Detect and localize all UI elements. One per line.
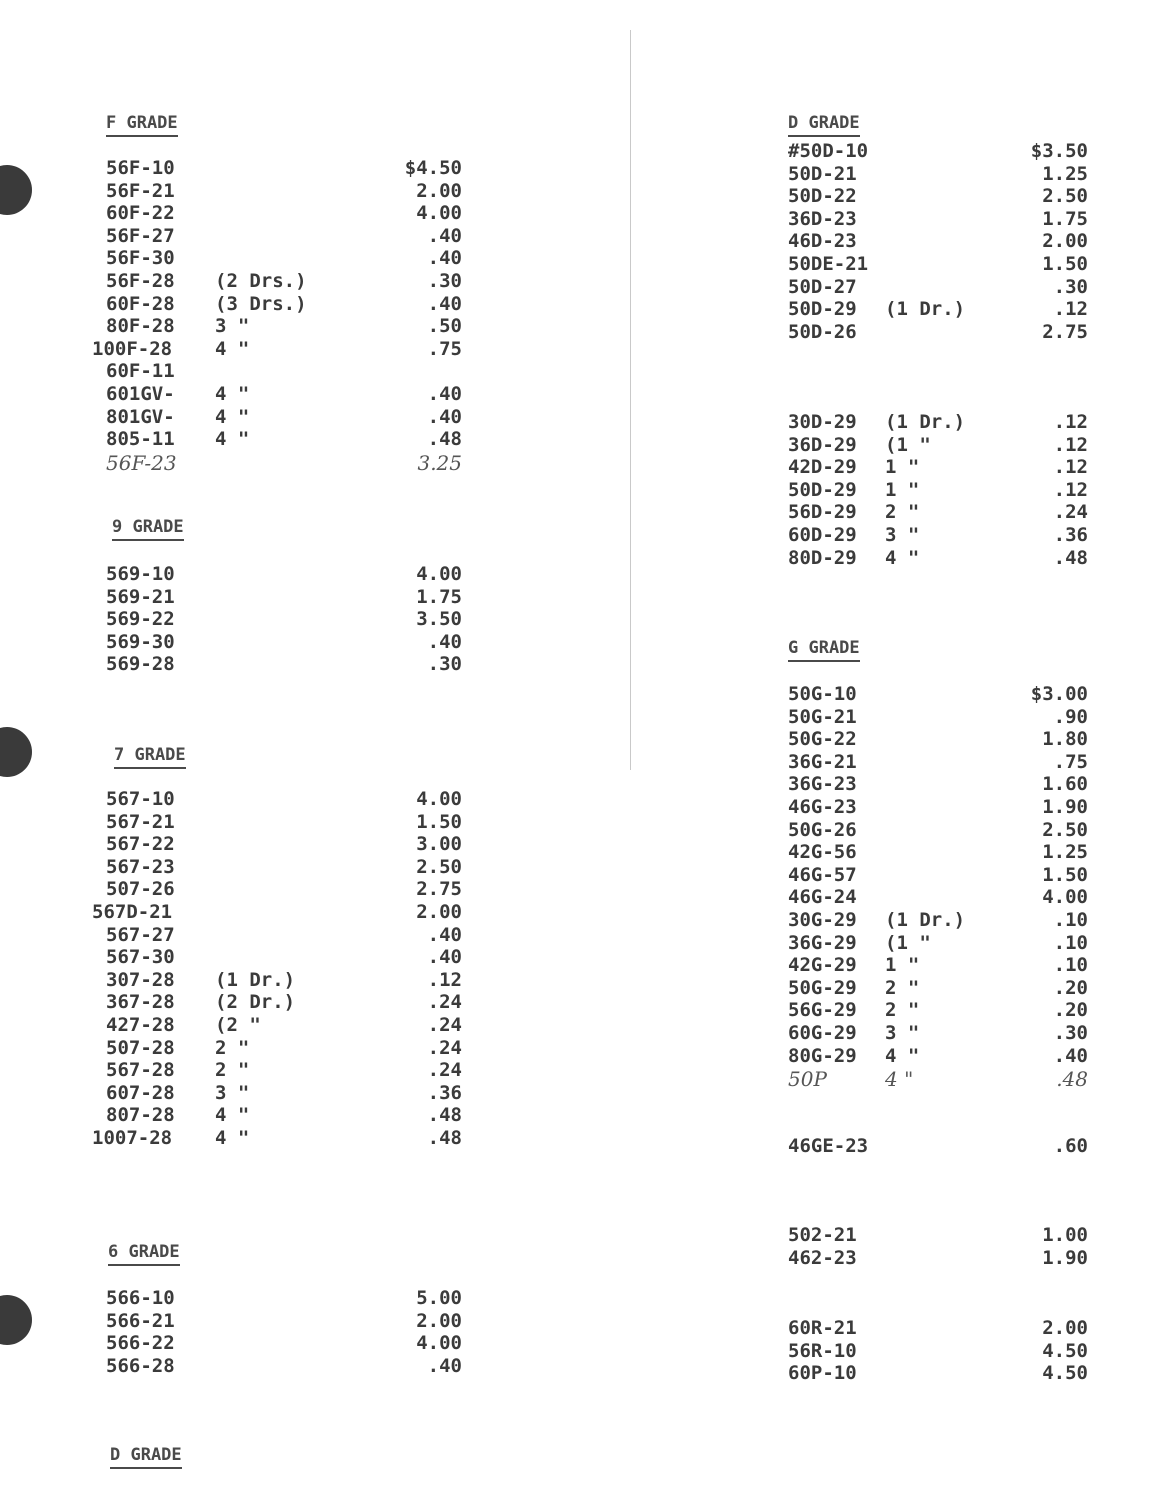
item-code: 60F-22 bbox=[106, 202, 175, 225]
item-code: 50G-26 bbox=[788, 818, 857, 841]
item-code: 507-28 bbox=[106, 1036, 175, 1059]
drawer-note: 2 " bbox=[885, 501, 920, 524]
item-price: .36 bbox=[1053, 524, 1088, 546]
drawer-note: (2 Drs.) bbox=[215, 270, 307, 292]
item-price: .48 bbox=[427, 428, 462, 451]
item-price: .12 bbox=[1053, 456, 1088, 479]
item-price: .40 bbox=[427, 946, 462, 969]
item-code: 367-28 bbox=[106, 991, 175, 1014]
item-price: 2.75 bbox=[1042, 320, 1088, 343]
drawer-note: (1 Dr.) bbox=[885, 909, 966, 931]
item-code: 50D-26 bbox=[788, 320, 857, 343]
item-code: 30G-29 bbox=[788, 909, 857, 931]
binder-hole-icon bbox=[0, 1295, 32, 1345]
binder-hole-icon bbox=[0, 165, 32, 215]
item-price: 2.00 bbox=[416, 179, 462, 202]
item-code: 427-28 bbox=[106, 1014, 175, 1036]
item-price: .48 bbox=[427, 1127, 462, 1149]
item-price: .12 bbox=[1053, 478, 1088, 501]
item-code: 80D-29 bbox=[788, 546, 857, 569]
item-price: .40 bbox=[427, 224, 462, 247]
drawer-note: (1 " bbox=[885, 433, 931, 456]
item-price: .40 bbox=[427, 405, 462, 428]
item-code: 50G-21 bbox=[788, 705, 857, 728]
item-price: .40 bbox=[427, 292, 462, 315]
item-code: 46GE-23 bbox=[788, 1135, 869, 1157]
item-code: 307-28 bbox=[106, 968, 175, 991]
grade-heading: F GRADE bbox=[106, 113, 178, 137]
item-price: $3.50 bbox=[1030, 140, 1088, 162]
drawer-note: 2 " bbox=[215, 1059, 250, 1082]
item-code: 50D-27 bbox=[788, 275, 857, 298]
item-code: 567-28 bbox=[106, 1059, 175, 1082]
item-code: 100F-28 bbox=[92, 337, 173, 360]
item-price: .30 bbox=[1053, 275, 1088, 298]
item-code: 60D-29 bbox=[788, 524, 857, 546]
item-price: 4.00 bbox=[416, 563, 462, 585]
drawer-note: 1 " bbox=[885, 954, 920, 977]
item-price: .10 bbox=[1053, 931, 1088, 954]
drawer-note: (3 Drs.) bbox=[215, 292, 307, 315]
item-price: 1.60 bbox=[1042, 773, 1088, 796]
item-code: 56F-10 bbox=[106, 157, 175, 179]
item-code: 607-28 bbox=[106, 1081, 175, 1104]
drawer-note: (1 Dr.) bbox=[885, 298, 966, 321]
item-code: 50P bbox=[788, 1067, 827, 1092]
item-price: 4.00 bbox=[416, 202, 462, 225]
item-code: 56G-29 bbox=[788, 999, 857, 1022]
item-price: 4.00 bbox=[416, 788, 462, 810]
item-price: 2.00 bbox=[1042, 1317, 1088, 1339]
item-code: 56F-27 bbox=[106, 224, 175, 247]
item-price: $3.00 bbox=[1030, 683, 1088, 705]
drawer-note: 4 " bbox=[215, 383, 250, 405]
item-code: 46D-23 bbox=[788, 230, 857, 253]
item-price: .48 bbox=[1056, 1067, 1088, 1092]
item-price: .30 bbox=[1053, 1022, 1088, 1044]
item-code: 569-10 bbox=[106, 563, 175, 585]
item-code: 50G-29 bbox=[788, 976, 857, 999]
item-price: .48 bbox=[1053, 546, 1088, 569]
item-price: 2.00 bbox=[1042, 230, 1088, 253]
grade-heading: D GRADE bbox=[788, 113, 860, 137]
grade-heading: D GRADE bbox=[110, 1445, 182, 1469]
grade-heading: 9 GRADE bbox=[112, 517, 184, 541]
drawer-note: 4 " bbox=[885, 1044, 920, 1067]
item-code: 42G-29 bbox=[788, 954, 857, 977]
item-price: 4.00 bbox=[1042, 886, 1088, 909]
item-price: .75 bbox=[1053, 750, 1088, 773]
item-code: 60R-21 bbox=[788, 1317, 857, 1339]
item-code: 566-10 bbox=[106, 1287, 175, 1309]
drawer-note: (2 " bbox=[215, 1014, 261, 1036]
drawer-note: 4 " bbox=[885, 546, 920, 569]
item-code: 36G-23 bbox=[788, 773, 857, 796]
item-price: .40 bbox=[427, 1354, 462, 1377]
item-code: 502-21 bbox=[788, 1224, 857, 1246]
drawer-note: (1 Dr.) bbox=[885, 411, 966, 433]
item-price: 1.25 bbox=[1042, 162, 1088, 185]
item-price: .75 bbox=[427, 337, 462, 360]
item-price: .24 bbox=[1053, 501, 1088, 524]
item-code: 46G-24 bbox=[788, 886, 857, 909]
item-code: 569-22 bbox=[106, 608, 175, 631]
item-code: 50D-22 bbox=[788, 185, 857, 208]
item-price: 2.00 bbox=[416, 901, 462, 923]
item-price: .40 bbox=[427, 383, 462, 405]
item-price: .90 bbox=[1053, 705, 1088, 728]
item-code: 567-10 bbox=[106, 788, 175, 810]
item-code: 42G-56 bbox=[788, 841, 857, 864]
grade-heading: 6 GRADE bbox=[108, 1242, 180, 1266]
item-code: 567-30 bbox=[106, 946, 175, 969]
item-price: 1.50 bbox=[1042, 253, 1088, 275]
drawer-note: 3 " bbox=[215, 1081, 250, 1104]
item-code: 46G-57 bbox=[788, 863, 857, 886]
item-price: .24 bbox=[427, 1036, 462, 1059]
item-code: 567D-21 bbox=[92, 901, 173, 923]
item-price: .12 bbox=[1053, 433, 1088, 456]
item-price: 1.90 bbox=[1042, 796, 1088, 818]
item-price: 1.90 bbox=[1042, 1246, 1088, 1269]
item-price: 1.50 bbox=[1042, 863, 1088, 886]
item-code: 569-30 bbox=[106, 630, 175, 653]
item-code: 569-28 bbox=[106, 653, 175, 676]
item-price: 4.50 bbox=[1042, 1362, 1088, 1385]
item-price: .40 bbox=[1053, 1044, 1088, 1067]
item-price: .12 bbox=[1053, 411, 1088, 433]
item-price: 1.75 bbox=[1042, 207, 1088, 230]
item-price: 2.00 bbox=[416, 1309, 462, 1332]
item-price: 2.50 bbox=[1042, 818, 1088, 841]
item-code: 805-11 bbox=[106, 428, 175, 451]
item-code: 566-22 bbox=[106, 1332, 175, 1355]
grade-heading: G GRADE bbox=[788, 638, 860, 662]
item-price: .30 bbox=[427, 270, 462, 292]
item-price: .20 bbox=[1053, 976, 1088, 999]
item-code: 36D-29 bbox=[788, 433, 857, 456]
item-code: 567-23 bbox=[106, 855, 175, 878]
item-price: 2.50 bbox=[1042, 185, 1088, 208]
item-code: 56F-21 bbox=[106, 179, 175, 202]
item-price: 3.00 bbox=[416, 833, 462, 856]
item-price: 2.75 bbox=[416, 878, 462, 901]
drawer-note: 1 " bbox=[885, 478, 920, 501]
item-price: .24 bbox=[427, 991, 462, 1014]
item-code: 601GV- bbox=[106, 383, 175, 405]
item-price: .60 bbox=[1053, 1135, 1088, 1157]
drawer-note: 3 " bbox=[885, 1022, 920, 1044]
item-code: 567-22 bbox=[106, 833, 175, 856]
item-price: 3.50 bbox=[416, 608, 462, 631]
item-code: 567-21 bbox=[106, 810, 175, 833]
item-code: 566-21 bbox=[106, 1309, 175, 1332]
item-code: 462-23 bbox=[788, 1246, 857, 1269]
item-code: 60F-28 bbox=[106, 292, 175, 315]
drawer-note: 4 " bbox=[215, 428, 250, 451]
item-price: 1.25 bbox=[1042, 841, 1088, 864]
item-price: 4.00 bbox=[416, 1332, 462, 1355]
item-price: .10 bbox=[1053, 909, 1088, 931]
drawer-note: 2 " bbox=[215, 1036, 250, 1059]
item-code: 80G-29 bbox=[788, 1044, 857, 1067]
drawer-note: 3 " bbox=[215, 315, 250, 338]
drawer-note: 4 " bbox=[215, 337, 250, 360]
item-code: 50D-29 bbox=[788, 298, 857, 321]
item-price: 1.50 bbox=[416, 810, 462, 833]
item-code: 30D-29 bbox=[788, 411, 857, 433]
item-code: 569-21 bbox=[106, 585, 175, 608]
drawer-note: 4 " bbox=[215, 1104, 250, 1127]
item-price: .12 bbox=[427, 968, 462, 991]
item-code: 50D-29 bbox=[788, 478, 857, 501]
item-price: .24 bbox=[427, 1059, 462, 1082]
item-code: 50G-10 bbox=[788, 683, 857, 705]
item-code: 36G-21 bbox=[788, 750, 857, 773]
item-price: 3.25 bbox=[417, 450, 462, 475]
item-price: 4.50 bbox=[1042, 1339, 1088, 1362]
item-code: #50D-10 bbox=[788, 140, 869, 162]
drawer-note: (1 Dr.) bbox=[215, 968, 296, 991]
item-code: 80F-28 bbox=[106, 315, 175, 338]
item-code: 36D-23 bbox=[788, 207, 857, 230]
item-code: 1007-28 bbox=[92, 1127, 173, 1149]
item-price: 5.00 bbox=[416, 1287, 462, 1309]
item-code: 46G-23 bbox=[788, 796, 857, 818]
item-code: 56R-10 bbox=[788, 1339, 857, 1362]
item-code: 566-28 bbox=[106, 1354, 175, 1377]
item-code: 50DE-21 bbox=[788, 253, 869, 275]
item-price: .12 bbox=[1053, 298, 1088, 321]
drawer-note: (1 " bbox=[885, 931, 931, 954]
item-price: 1.80 bbox=[1042, 728, 1088, 751]
item-price: .40 bbox=[427, 630, 462, 653]
item-code: 56D-29 bbox=[788, 501, 857, 524]
item-price: .20 bbox=[1053, 999, 1088, 1022]
item-price: 1.00 bbox=[1042, 1224, 1088, 1246]
item-price: .24 bbox=[427, 1014, 462, 1036]
item-code: 60P-10 bbox=[788, 1362, 857, 1385]
item-code: 60F-11 bbox=[106, 360, 175, 383]
drawer-note: 2 " bbox=[885, 999, 920, 1022]
item-price: .36 bbox=[427, 1081, 462, 1104]
item-code: 807-28 bbox=[106, 1104, 175, 1127]
item-code: 50G-22 bbox=[788, 728, 857, 751]
item-code: 567-27 bbox=[106, 923, 175, 946]
fold-line bbox=[630, 30, 631, 770]
item-code: 60G-29 bbox=[788, 1022, 857, 1044]
item-code: 36G-29 bbox=[788, 931, 857, 954]
item-price: .10 bbox=[1053, 954, 1088, 977]
drawer-note: 4 " bbox=[885, 1067, 914, 1092]
item-code: 801GV- bbox=[106, 405, 175, 428]
drawer-note: 4 " bbox=[215, 1127, 250, 1149]
item-price: .40 bbox=[427, 247, 462, 270]
item-code: 42D-29 bbox=[788, 456, 857, 479]
item-price: $4.50 bbox=[404, 157, 462, 179]
drawer-note: 3 " bbox=[885, 524, 920, 546]
drawer-note: 2 " bbox=[885, 976, 920, 999]
item-price: .48 bbox=[427, 1104, 462, 1127]
item-price: 2.50 bbox=[416, 855, 462, 878]
item-code: 56F-28 bbox=[106, 270, 175, 292]
drawer-note: (2 Dr.) bbox=[215, 991, 296, 1014]
item-code: 50D-21 bbox=[788, 162, 857, 185]
drawer-note: 4 " bbox=[215, 405, 250, 428]
item-price: .40 bbox=[427, 923, 462, 946]
grade-heading: 7 GRADE bbox=[114, 745, 186, 769]
item-price: .30 bbox=[427, 653, 462, 676]
item-code: 56F-23 bbox=[106, 450, 177, 475]
binder-hole-icon bbox=[0, 727, 32, 777]
drawer-note: 1 " bbox=[885, 456, 920, 479]
item-code: 507-26 bbox=[106, 878, 175, 901]
item-code: 56F-30 bbox=[106, 247, 175, 270]
item-price: .50 bbox=[427, 315, 462, 338]
item-price: 1.75 bbox=[416, 585, 462, 608]
